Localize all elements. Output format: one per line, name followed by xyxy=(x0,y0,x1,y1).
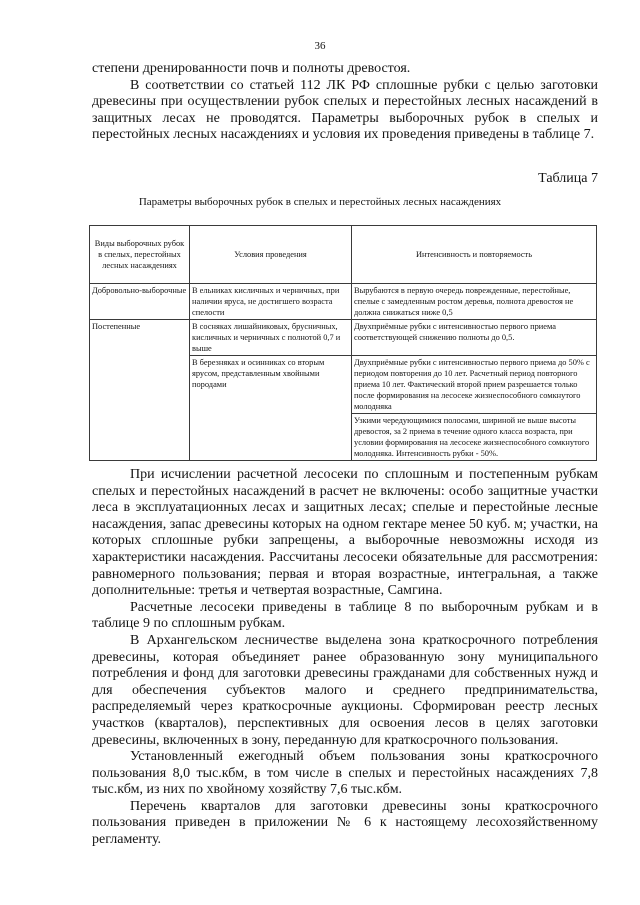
intro-fragment: степени дренированности почв и полноты древостоя. xyxy=(92,61,411,76)
cell-intensity: Двухприёмные рубки с интенсивностью первого приема соответствующей снижению полноты до 0,5. xyxy=(352,320,597,356)
cell-intensity: Вырубаются в первую очередь поврежденные, перестойные, спелые с замедленным ростом деревья, полнота древостоя не должна снижаться ниже 0,5 xyxy=(352,284,597,320)
cell-intensity-extra: Узкими чередующимися полосами, шириной не выше высоты древостоя, за 2 приема в течение одного класса возраста, при условии формирования на лесосеке жизнеспособного сомкнутого молодняка. Интенсивность рубки - 50%. xyxy=(352,414,597,461)
cell-conditions: В ельниках кисличных и черничных, при наличии яруса, не достигшего возраста спелости xyxy=(190,284,352,320)
cell-type: Добровольно-выборочные xyxy=(90,284,190,320)
intro-paragraph: В соответствии со статьей 112 ЛК РФ сплошные рубки с целью заготовки древесины при осуществлении рубок спелых и перестойных лесных насаждений в защитных лесах не проводятся. Параметры выборочных рубок в спелых и перестойных лесных насаждениях и условия их проведения приведены в таблице 7. xyxy=(92,77,598,143)
cell-conditions: В березняках и осинниках со вторым ярусом, представленным хвойными породами xyxy=(190,356,352,461)
paragraph: В Архангельском лесничестве выделена зона краткосрочного потребления древесины, которая объединяет ранее образованную зону муниципального потребления и фонд для заготовки древесины гражданами для собственных нужд и для обеспечения субъектов малого и среднего предпринимательства, распределяемый через краткосрочные аукционы. Сформирован реестр лесных участков (кварталов), перспективных для освоения лесов в целях заготовки древесины, включенных в зону, переданную для краткосрочного пользования. xyxy=(92,632,598,748)
paragraph: При исчислении расчетной лесосеки по сплошным и постепенным рубкам спелых и перестойных насаждений в расчет не включены: особо защитные участки леса в эксплуатационных лесах и защитных лесах; спелые и перестойные лесные насаждения, запас древесины которых на одном гектаре менее 50 куб. м; участки, на которых сплошные рубки запрещены, а выборочные невозможны исходя из характеристики насаждения. Рассчитаны лесосеки обязательные для рассмотрения: равномерного пользования; первая и вторая возрастные, интегральная, а также дополнительные: третья и четвертая возрастные, Самгина. xyxy=(92,467,598,599)
paragraph: Перечень кварталов для заготовки древесины зоны краткосрочного пользования приведен в приложении № 6 к настоящему лесохозяйственному регламенту. xyxy=(92,798,598,848)
cell-intensity: Двухприёмные рубки с интенсивностью первого приема до 50% с периодом повторения до 10 лет. Расчетный период повторного приема 10 лет. Фактический второй прием разрешается только после формирования на лесосеке жизнеспособного сомкнутого молодняка xyxy=(352,356,597,414)
page-number: 36 xyxy=(314,40,326,52)
intro-text xyxy=(92,61,598,144)
paragraph: Установленный ежегодный объем пользования зоны краткосрочного пользования 8,0 тыс.кбм, в том числе в спелых и перестойных насаждениях 7,8 тыс.кбм, из них по хвойному хозяйству 7,6 тыс.кбм. xyxy=(92,749,598,798)
header-cutting-type: Виды выборочных рубок в спелых, перестойных лесных насаждениях xyxy=(90,226,190,284)
paragraph: Расчетные лесосеки приведены в таблице 8 по выборочным рубкам и в таблице 9 по сплошным рубкам. xyxy=(92,599,598,632)
body-text xyxy=(92,467,598,849)
parameters-table xyxy=(89,225,597,461)
header-conditions: Условия проведения xyxy=(190,226,352,284)
table-row xyxy=(90,284,597,320)
table-caption: Параметры выборочных рубок в спелых и перестойных лесных насаждениях xyxy=(138,196,502,208)
header-intensity: Интенсивность и повторяемость xyxy=(352,226,597,284)
table-label: Таблица 7 xyxy=(538,171,598,186)
table-header-row xyxy=(90,226,597,284)
cell-conditions: В сосняках лишайниковых, брусничных, кисличных и черничных с полнотой 0,7 и выше xyxy=(190,320,352,356)
table-row xyxy=(90,320,597,356)
cell-type: Постепенные xyxy=(90,320,190,461)
